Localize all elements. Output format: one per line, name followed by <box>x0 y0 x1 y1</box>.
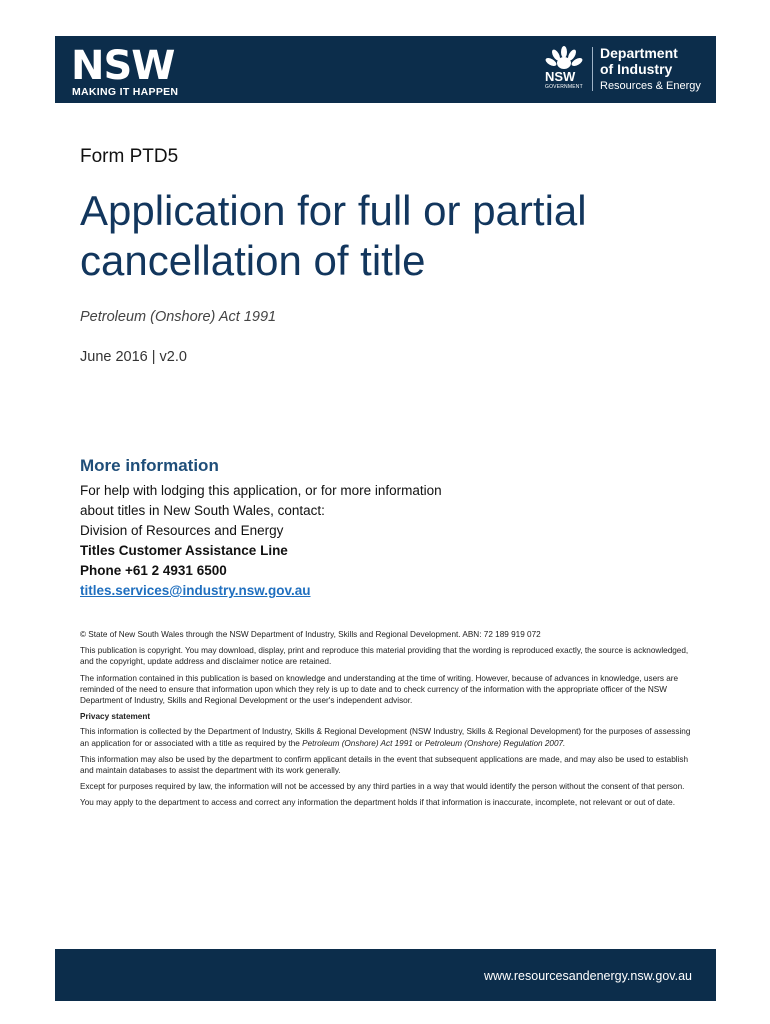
phone-number: Phone +61 2 4931 6500 <box>80 563 227 578</box>
fine-print <box>80 629 692 814</box>
dept-name-line3: Resources & Energy <box>600 80 701 92</box>
dept-name-line1: Department <box>600 45 678 61</box>
date-version: June 2016 | v2.0 <box>80 349 187 365</box>
privacy-paragraph-1 <box>80 726 692 748</box>
gov-wordmark: NSW <box>545 69 576 84</box>
assistance-line: Titles Customer Assistance Line <box>80 543 288 558</box>
act-name: Petroleum (Onshore) Act 1991 <box>80 309 277 325</box>
more-info-line1: For help with lodging this application, or for more information <box>80 483 442 498</box>
tagline: MAKING IT HAPPEN <box>72 86 179 98</box>
privacy-heading: Privacy statement <box>80 712 151 722</box>
header-divider <box>592 47 593 91</box>
privacy-text: This information is collected by the Department of Industry, Skills & Regional Development (NSW Industry, Skills & Regional Development) for the purposes of assessing an application for or associated with a title as required by the <box>80 727 691 748</box>
disclaimer: The information contained in this publication is based on knowledge and understanding at the time of writing. However, because of advances in knowledge, users are reminded of the need to ensure that information upon which they rely is up to date and to check currency of the information with the appropriate officer of the NSW Department of Industry, Skills and Regional Development or the user's independent advisor. <box>80 673 679 706</box>
footer-banner <box>55 949 716 1001</box>
privacy-paragraph-4: You may apply to the department to access and correct any information the department holds if that information is inaccurate, incomplete, not relevant or out of date. <box>80 798 675 808</box>
gov-subtext: GOVERNMENT <box>545 84 583 90</box>
nsw-logo: NSW <box>71 43 175 89</box>
regulation-reference: Petroleum (Onshore) Regulation 2007. <box>424 738 566 748</box>
footer-url[interactable]: www.resourcesandenergy.nsw.gov.au <box>484 969 692 983</box>
title-line2: cancellation of title <box>80 237 426 284</box>
division-name: Division of Resources and Energy <box>80 523 284 538</box>
act-reference: Petroleum (Onshore) Act 1991 <box>302 738 413 748</box>
form-number: Form PTD5 <box>80 146 179 167</box>
document-title <box>80 186 700 286</box>
copyright-notice: © State of New South Wales through the NSW Department of Industry, Skills and Regional Development. ABN: 72 189 919 072 <box>80 630 541 639</box>
copyright-use: This publication is copyright. You may download, display, print and reproduce this material providing that the wording is reproduced exactly, the source is acknowledged, and the copyright, update address and disclaimer notice are retained. <box>80 646 689 667</box>
privacy-paragraph-3: Except for purposes required by law, the information will not be accessed by any third parties in a way that would identify the person without the consent of that person. <box>80 782 685 792</box>
more-info-body <box>80 481 540 601</box>
more-info-heading: More information <box>80 456 219 475</box>
more-info-line2: about titles in New South Wales, contact: <box>80 503 325 518</box>
dept-name-line2: of Industry <box>600 61 673 77</box>
title-line1: Application for full or partial <box>80 187 587 234</box>
privacy-paragraph-2: This information may also be used by the department to confirm applicant details in the event that subsequent applications are made, and may also be used to establish and maintain databases to assist the department with its work generally. <box>80 754 689 776</box>
header-banner <box>55 36 716 103</box>
privacy-text-or: or <box>412 738 425 748</box>
email-link[interactable]: titles.services@industry.nsw.gov.au <box>80 583 311 598</box>
